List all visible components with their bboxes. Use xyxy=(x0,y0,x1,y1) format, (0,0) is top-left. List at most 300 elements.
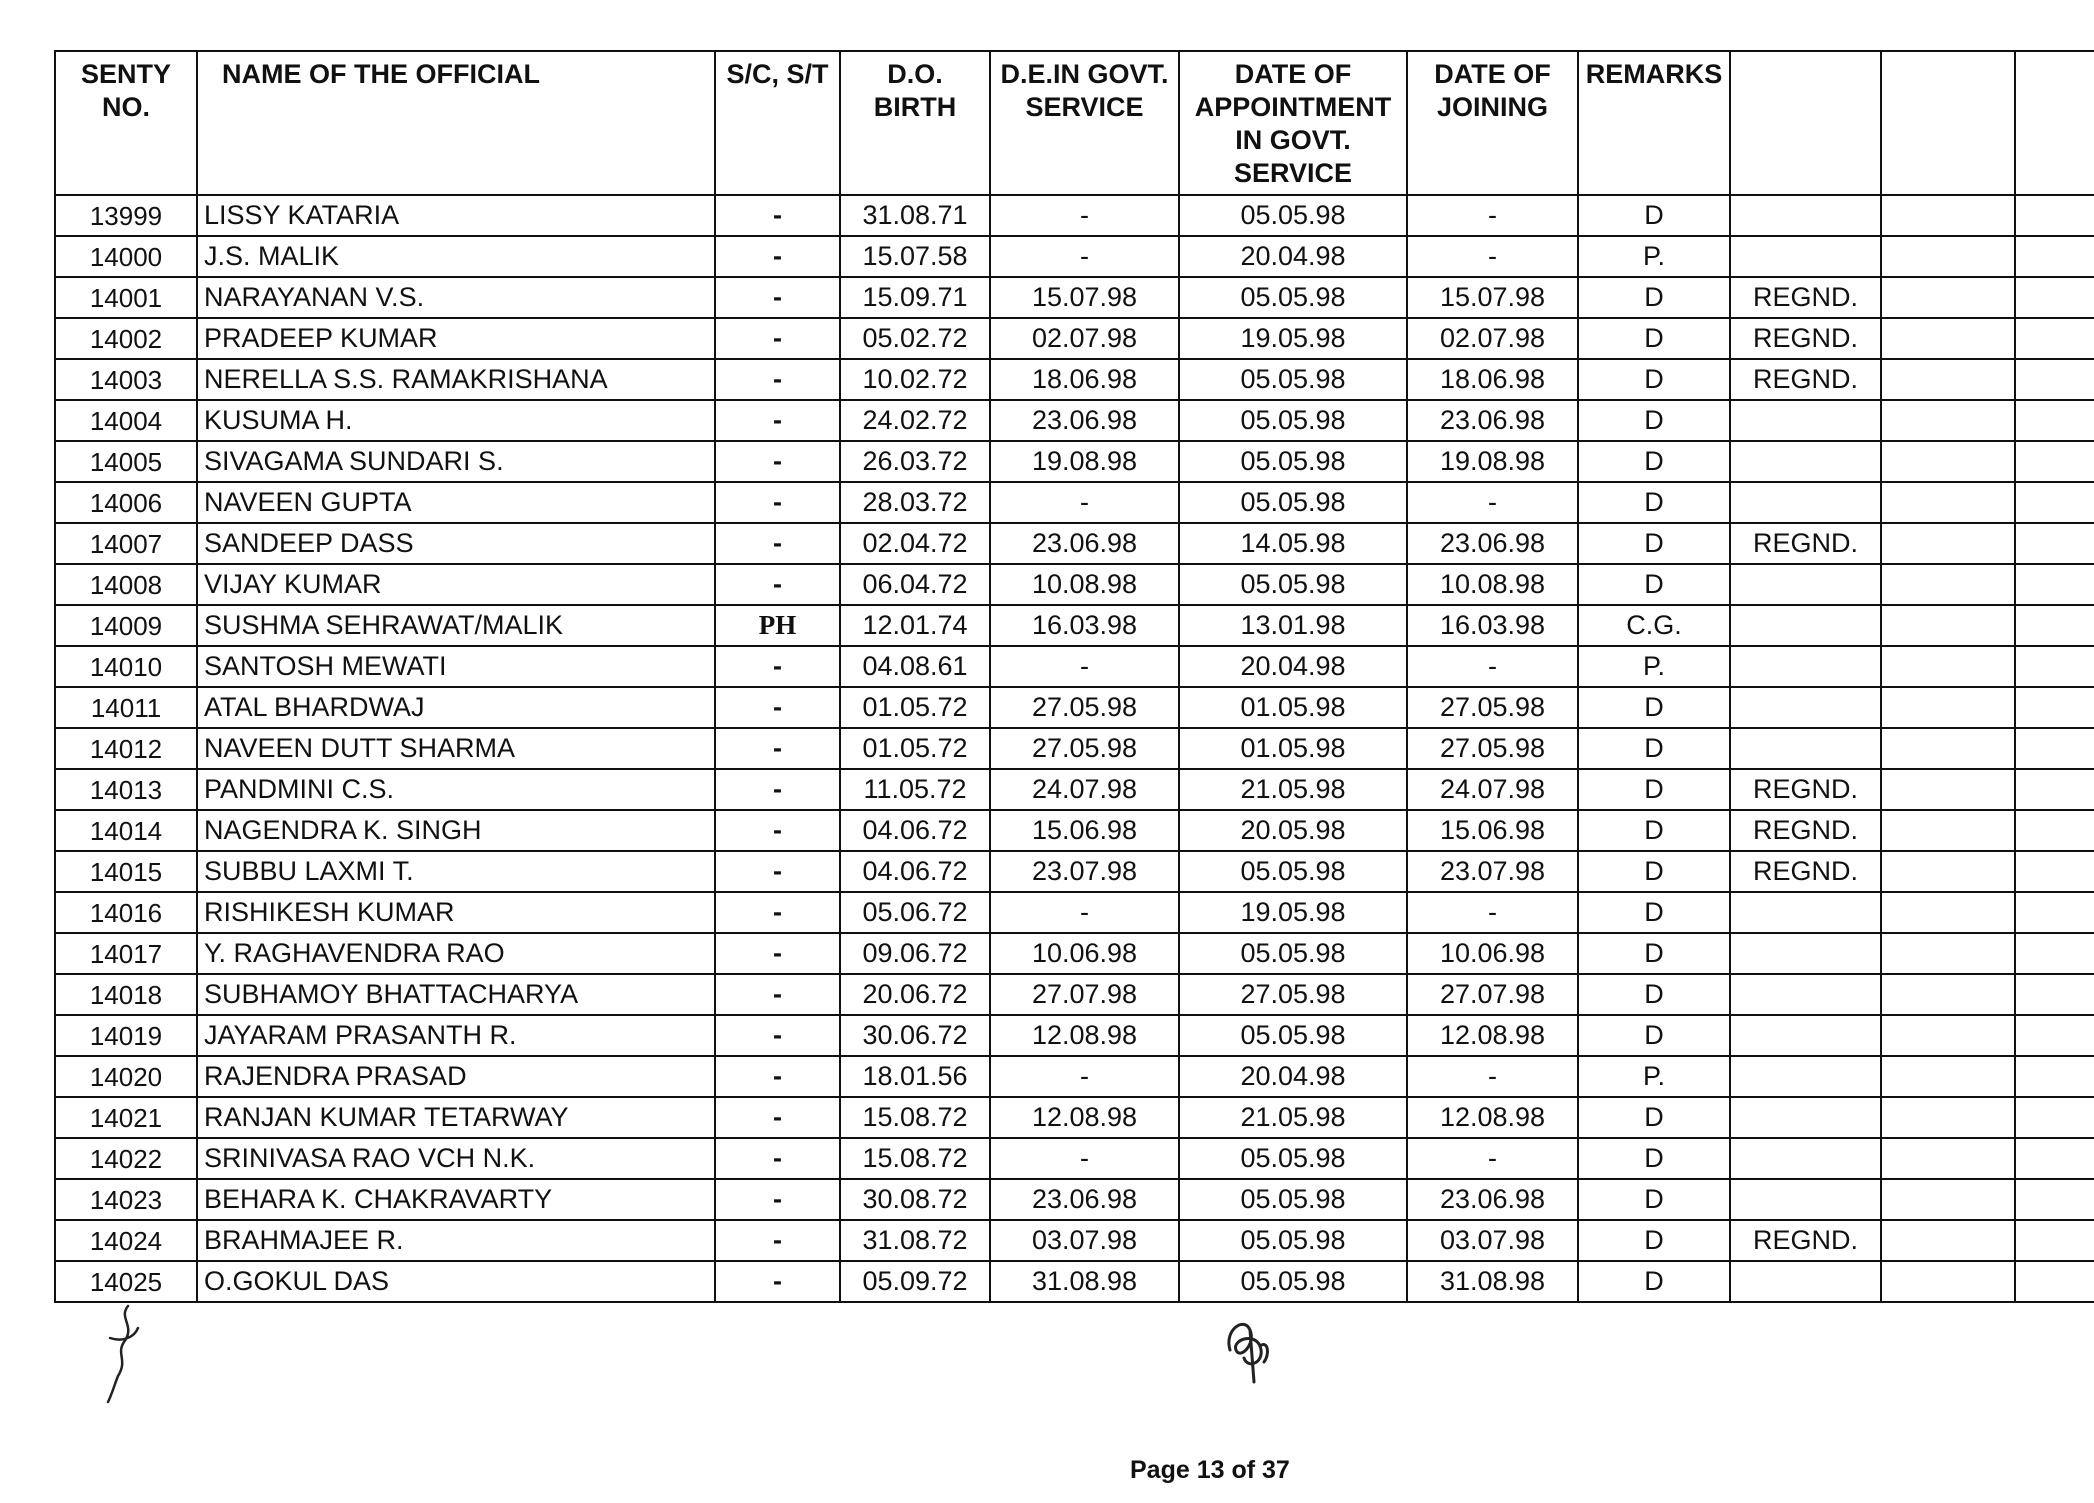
de-govt-service-cell: 27.07.98 xyxy=(990,974,1179,1015)
dob-cell: 05.09.72 xyxy=(840,1261,990,1302)
name-cell: SANDEEP DASS xyxy=(197,523,715,564)
appointment-date-cell: 05.05.98 xyxy=(1179,1261,1407,1302)
remarks-cell: D xyxy=(1578,1220,1730,1261)
de-govt-service-cell: 02.07.98 xyxy=(990,318,1179,359)
col-header-senty-no: SENTY NO. xyxy=(55,51,197,195)
table-row xyxy=(55,1220,2094,1261)
remarks-cell: D xyxy=(1578,974,1730,1015)
table-row xyxy=(55,1015,2094,1056)
empty-cell xyxy=(2015,359,2094,400)
senty-no-cell: 14011 xyxy=(55,687,197,728)
empty-cell xyxy=(2015,441,2094,482)
dob-cell: 12.01.74 xyxy=(840,605,990,646)
remarks-cell: D xyxy=(1578,482,1730,523)
dob-cell: 28.03.72 xyxy=(840,482,990,523)
empty-cell xyxy=(2015,564,2094,605)
note-cell: REGND. xyxy=(1730,359,1881,400)
table-row xyxy=(55,933,2094,974)
table-row xyxy=(55,810,2094,851)
category-cell: - xyxy=(715,810,840,851)
joining-date-cell: 27.05.98 xyxy=(1407,687,1578,728)
note-cell xyxy=(1730,195,1881,236)
appointment-date-cell: 20.05.98 xyxy=(1179,810,1407,851)
category-cell: - xyxy=(715,1015,840,1056)
note-cell: REGND. xyxy=(1730,523,1881,564)
table-row xyxy=(55,277,2094,318)
senty-no-cell: 14009 xyxy=(55,605,197,646)
empty-cell xyxy=(1881,974,2015,1015)
category-cell: PH xyxy=(715,605,840,646)
de-govt-service-cell: 16.03.98 xyxy=(990,605,1179,646)
empty-cell xyxy=(2015,523,2094,564)
de-govt-service-cell: 10.06.98 xyxy=(990,933,1179,974)
remarks-cell: C.G. xyxy=(1578,605,1730,646)
remarks-cell: P. xyxy=(1578,646,1730,687)
de-govt-service-cell: - xyxy=(990,892,1179,933)
table-row xyxy=(55,687,2094,728)
appointment-date-cell: 14.05.98 xyxy=(1179,523,1407,564)
table-row xyxy=(55,441,2094,482)
joining-date-cell: 16.03.98 xyxy=(1407,605,1578,646)
joining-date-cell: 03.07.98 xyxy=(1407,1220,1578,1261)
joining-date-cell: - xyxy=(1407,195,1578,236)
note-cell xyxy=(1730,974,1881,1015)
remarks-cell: D xyxy=(1578,564,1730,605)
joining-date-cell: - xyxy=(1407,646,1578,687)
senty-no-cell: 14025 xyxy=(55,1261,197,1302)
joining-date-cell: 10.08.98 xyxy=(1407,564,1578,605)
remarks-cell: D xyxy=(1578,1015,1730,1056)
table-header xyxy=(55,51,2094,195)
appointment-date-cell: 27.05.98 xyxy=(1179,974,1407,1015)
dob-cell: 24.02.72 xyxy=(840,400,990,441)
name-cell: NAGENDRA K. SINGH xyxy=(197,810,715,851)
name-cell: O.GOKUL DAS xyxy=(197,1261,715,1302)
senty-no-cell: 14017 xyxy=(55,933,197,974)
empty-cell xyxy=(1881,1015,2015,1056)
senty-no-cell: 14022 xyxy=(55,1138,197,1179)
de-govt-service-cell: 23.07.98 xyxy=(990,851,1179,892)
category-cell: - xyxy=(715,933,840,974)
appointment-date-cell: 20.04.98 xyxy=(1179,1056,1407,1097)
table-row xyxy=(55,728,2094,769)
seniority-table xyxy=(54,50,2094,1303)
empty-cell xyxy=(2015,1056,2094,1097)
col-header-de-govt-service: D.E.IN GOVT. SERVICE xyxy=(990,51,1179,195)
table-row xyxy=(55,1138,2094,1179)
appointment-date-cell: 05.05.98 xyxy=(1179,441,1407,482)
category-cell: - xyxy=(715,892,840,933)
category-cell: - xyxy=(715,1220,840,1261)
category-cell: - xyxy=(715,1261,840,1302)
de-govt-service-cell: 12.08.98 xyxy=(990,1015,1179,1056)
category-cell: - xyxy=(715,359,840,400)
empty-cell xyxy=(2015,277,2094,318)
table-row xyxy=(55,1261,2094,1302)
empty-cell xyxy=(2015,1179,2094,1220)
category-cell: - xyxy=(715,1097,840,1138)
remarks-cell: D xyxy=(1578,1138,1730,1179)
category-cell: - xyxy=(715,974,840,1015)
note-cell: REGND. xyxy=(1730,1220,1881,1261)
category-cell: - xyxy=(715,1179,840,1220)
note-cell xyxy=(1730,933,1881,974)
name-cell: LISSY KATARIA xyxy=(197,195,715,236)
remarks-cell: D xyxy=(1578,195,1730,236)
appointment-date-cell: 05.05.98 xyxy=(1179,400,1407,441)
note-cell xyxy=(1730,1015,1881,1056)
joining-date-cell: 31.08.98 xyxy=(1407,1261,1578,1302)
appointment-date-cell: 05.05.98 xyxy=(1179,277,1407,318)
table-row xyxy=(55,1056,2094,1097)
empty-cell xyxy=(2015,318,2094,359)
empty-cell xyxy=(1881,359,2015,400)
category-cell: - xyxy=(715,318,840,359)
empty-cell xyxy=(1881,728,2015,769)
senty-no-cell: 14024 xyxy=(55,1220,197,1261)
remarks-cell: D xyxy=(1578,318,1730,359)
name-cell: ATAL BHARDWAJ xyxy=(197,687,715,728)
table-row xyxy=(55,1097,2094,1138)
empty-cell xyxy=(2015,810,2094,851)
joining-date-cell: 27.07.98 xyxy=(1407,974,1578,1015)
dob-cell: 15.08.72 xyxy=(840,1138,990,1179)
table-row xyxy=(55,482,2094,523)
appointment-date-cell: 05.05.98 xyxy=(1179,1220,1407,1261)
name-cell: NERELLA S.S. RAMAKRISHANA xyxy=(197,359,715,400)
remarks-cell: D xyxy=(1578,851,1730,892)
remarks-cell: D xyxy=(1578,687,1730,728)
name-cell: JAYARAM PRASANTH R. xyxy=(197,1015,715,1056)
de-govt-service-cell: 15.06.98 xyxy=(990,810,1179,851)
empty-cell xyxy=(2015,1097,2094,1138)
signature-mark-center xyxy=(1210,1310,1280,1390)
de-govt-service-cell: 27.05.98 xyxy=(990,728,1179,769)
appointment-date-cell: 01.05.98 xyxy=(1179,728,1407,769)
table-row xyxy=(55,236,2094,277)
joining-date-cell: 19.08.98 xyxy=(1407,441,1578,482)
table-row xyxy=(55,359,2094,400)
dob-cell: 05.02.72 xyxy=(840,318,990,359)
senty-no-cell: 14003 xyxy=(55,359,197,400)
appointment-date-cell: 05.05.98 xyxy=(1179,195,1407,236)
de-govt-service-cell: - xyxy=(990,482,1179,523)
name-cell: NAVEEN GUPTA xyxy=(197,482,715,523)
dob-cell: 01.05.72 xyxy=(840,728,990,769)
remarks-cell: D xyxy=(1578,523,1730,564)
name-cell: SUBBU LAXMI T. xyxy=(197,851,715,892)
col-header-appointment: DATE OF APPOINTMENT IN GOVT. SERVICE xyxy=(1179,51,1407,195)
note-cell xyxy=(1730,646,1881,687)
dob-cell: 18.01.56 xyxy=(840,1056,990,1097)
empty-cell xyxy=(1881,687,2015,728)
senty-no-cell: 14013 xyxy=(55,769,197,810)
joining-date-cell: 23.06.98 xyxy=(1407,523,1578,564)
remarks-cell: D xyxy=(1578,892,1730,933)
dob-cell: 15.07.58 xyxy=(840,236,990,277)
empty-cell xyxy=(1881,523,2015,564)
signature-mark-left xyxy=(88,1298,158,1408)
name-cell: SUSHMA SEHRAWAT/MALIK xyxy=(197,605,715,646)
dob-cell: 15.09.71 xyxy=(840,277,990,318)
table-row xyxy=(55,564,2094,605)
appointment-date-cell: 05.05.98 xyxy=(1179,564,1407,605)
de-govt-service-cell: 18.06.98 xyxy=(990,359,1179,400)
name-cell: VIJAY KUMAR xyxy=(197,564,715,605)
table-row xyxy=(55,974,2094,1015)
appointment-date-cell: 19.05.98 xyxy=(1179,892,1407,933)
joining-date-cell: 24.07.98 xyxy=(1407,769,1578,810)
dob-cell: 06.04.72 xyxy=(840,564,990,605)
senty-no-cell: 14006 xyxy=(55,482,197,523)
dob-cell: 11.05.72 xyxy=(840,769,990,810)
joining-date-cell: - xyxy=(1407,1138,1578,1179)
empty-cell xyxy=(2015,1220,2094,1261)
empty-cell xyxy=(2015,646,2094,687)
appointment-date-cell: 05.05.98 xyxy=(1179,1179,1407,1220)
table-row xyxy=(55,605,2094,646)
dob-cell: 05.06.72 xyxy=(840,892,990,933)
empty-cell xyxy=(2015,195,2094,236)
joining-date-cell: 23.06.98 xyxy=(1407,1179,1578,1220)
category-cell: - xyxy=(715,400,840,441)
senty-no-cell: 14007 xyxy=(55,523,197,564)
empty-cell xyxy=(2015,400,2094,441)
empty-cell xyxy=(1881,646,2015,687)
table-row xyxy=(55,318,2094,359)
empty-cell xyxy=(2015,482,2094,523)
joining-date-cell: 02.07.98 xyxy=(1407,318,1578,359)
appointment-date-cell: 19.05.98 xyxy=(1179,318,1407,359)
name-cell: PANDMINI C.S. xyxy=(197,769,715,810)
col-header-blank-2 xyxy=(1881,51,2015,195)
name-cell: SIVAGAMA SUNDARI S. xyxy=(197,441,715,482)
table-row xyxy=(55,195,2094,236)
de-govt-service-cell: 03.07.98 xyxy=(990,1220,1179,1261)
joining-date-cell: - xyxy=(1407,892,1578,933)
name-cell: BEHARA K. CHAKRAVARTY xyxy=(197,1179,715,1220)
note-cell xyxy=(1730,605,1881,646)
appointment-date-cell: 05.05.98 xyxy=(1179,1015,1407,1056)
note-cell xyxy=(1730,892,1881,933)
empty-cell xyxy=(1881,810,2015,851)
category-cell: - xyxy=(715,523,840,564)
empty-cell xyxy=(1881,564,2015,605)
de-govt-service-cell: - xyxy=(990,195,1179,236)
senty-no-cell: 14012 xyxy=(55,728,197,769)
empty-cell xyxy=(1881,769,2015,810)
de-govt-service-cell: 19.08.98 xyxy=(990,441,1179,482)
empty-cell xyxy=(2015,1015,2094,1056)
senty-no-cell: 14000 xyxy=(55,236,197,277)
name-cell: RANJAN KUMAR TETARWAY xyxy=(197,1097,715,1138)
name-cell: NAVEEN DUTT SHARMA xyxy=(197,728,715,769)
senty-no-cell: 14005 xyxy=(55,441,197,482)
senty-no-cell: 14020 xyxy=(55,1056,197,1097)
joining-date-cell: - xyxy=(1407,482,1578,523)
de-govt-service-cell: - xyxy=(990,236,1179,277)
appointment-date-cell: 05.05.98 xyxy=(1179,851,1407,892)
remarks-cell: D xyxy=(1578,400,1730,441)
empty-cell xyxy=(2015,1138,2094,1179)
de-govt-service-cell: 23.06.98 xyxy=(990,1179,1179,1220)
note-cell xyxy=(1730,1097,1881,1138)
dob-cell: 31.08.71 xyxy=(840,195,990,236)
remarks-cell: D xyxy=(1578,769,1730,810)
de-govt-service-cell: 10.08.98 xyxy=(990,564,1179,605)
name-cell: BRAHMAJEE R. xyxy=(197,1220,715,1261)
appointment-date-cell: 20.04.98 xyxy=(1179,646,1407,687)
remarks-cell: D xyxy=(1578,810,1730,851)
empty-cell xyxy=(1881,318,2015,359)
de-govt-service-cell: 12.08.98 xyxy=(990,1097,1179,1138)
empty-cell xyxy=(1881,605,2015,646)
category-cell: - xyxy=(715,236,840,277)
senty-no-cell: 14004 xyxy=(55,400,197,441)
name-cell: KUSUMA H. xyxy=(197,400,715,441)
category-cell: - xyxy=(715,1056,840,1097)
empty-cell xyxy=(1881,851,2015,892)
category-cell: - xyxy=(715,195,840,236)
appointment-date-cell: 01.05.98 xyxy=(1179,687,1407,728)
table-row xyxy=(55,1179,2094,1220)
category-cell: - xyxy=(715,769,840,810)
joining-date-cell: 12.08.98 xyxy=(1407,1015,1578,1056)
note-cell xyxy=(1730,1179,1881,1220)
dob-cell: 31.08.72 xyxy=(840,1220,990,1261)
joining-date-cell: 15.07.98 xyxy=(1407,277,1578,318)
col-header-dob: D.O. BIRTH xyxy=(840,51,990,195)
col-header-category: S/C, S/T xyxy=(715,51,840,195)
note-cell: REGND. xyxy=(1730,277,1881,318)
col-header-name: NAME OF THE OFFICIAL xyxy=(197,51,715,195)
empty-cell xyxy=(1881,1138,2015,1179)
empty-cell xyxy=(2015,851,2094,892)
joining-date-cell: 23.07.98 xyxy=(1407,851,1578,892)
category-cell: - xyxy=(715,1138,840,1179)
appointment-date-cell: 05.05.98 xyxy=(1179,1138,1407,1179)
note-cell: REGND. xyxy=(1730,318,1881,359)
senty-no-cell: 14002 xyxy=(55,318,197,359)
table-row xyxy=(55,851,2094,892)
dob-cell: 02.04.72 xyxy=(840,523,990,564)
joining-date-cell: 15.06.98 xyxy=(1407,810,1578,851)
table-row xyxy=(55,769,2094,810)
table-row xyxy=(55,892,2094,933)
empty-cell xyxy=(2015,728,2094,769)
empty-cell xyxy=(2015,892,2094,933)
dob-cell: 20.06.72 xyxy=(840,974,990,1015)
note-cell xyxy=(1730,1056,1881,1097)
note-cell xyxy=(1730,400,1881,441)
empty-cell xyxy=(1881,400,2015,441)
senty-no-cell: 14010 xyxy=(55,646,197,687)
table-row xyxy=(55,646,2094,687)
category-cell: - xyxy=(715,441,840,482)
category-cell: - xyxy=(715,646,840,687)
joining-date-cell: 27.05.98 xyxy=(1407,728,1578,769)
category-cell: - xyxy=(715,687,840,728)
dob-cell: 30.06.72 xyxy=(840,1015,990,1056)
remarks-cell: D xyxy=(1578,359,1730,400)
note-cell xyxy=(1730,1261,1881,1302)
note-cell: REGND. xyxy=(1730,851,1881,892)
empty-cell xyxy=(2015,605,2094,646)
page-number: Page 13 of 37 xyxy=(1130,1456,1290,1484)
empty-cell xyxy=(1881,1056,2015,1097)
remarks-cell: D xyxy=(1578,728,1730,769)
note-cell: REGND. xyxy=(1730,769,1881,810)
de-govt-service-cell: 23.06.98 xyxy=(990,400,1179,441)
note-cell xyxy=(1730,441,1881,482)
empty-cell xyxy=(1881,1179,2015,1220)
note-cell xyxy=(1730,687,1881,728)
empty-cell xyxy=(2015,974,2094,1015)
col-header-remarks: REMARKS xyxy=(1578,51,1730,195)
remarks-cell: D xyxy=(1578,277,1730,318)
empty-cell xyxy=(2015,687,2094,728)
senty-no-cell: 14008 xyxy=(55,564,197,605)
name-cell: RISHIKESH KUMAR xyxy=(197,892,715,933)
table-row xyxy=(55,400,2094,441)
col-header-joining: DATE OF JOINING xyxy=(1407,51,1578,195)
note-cell xyxy=(1730,482,1881,523)
remarks-cell: P. xyxy=(1578,236,1730,277)
category-cell: - xyxy=(715,728,840,769)
empty-cell xyxy=(1881,1261,2015,1302)
de-govt-service-cell: - xyxy=(990,1138,1179,1179)
appointment-date-cell: 21.05.98 xyxy=(1179,1097,1407,1138)
appointment-date-cell: 05.05.98 xyxy=(1179,482,1407,523)
empty-cell xyxy=(1881,195,2015,236)
dob-cell: 09.06.72 xyxy=(840,933,990,974)
senty-no-cell: 14019 xyxy=(55,1015,197,1056)
senty-no-cell: 14015 xyxy=(55,851,197,892)
dob-cell: 04.08.61 xyxy=(840,646,990,687)
name-cell: RAJENDRA PRASAD xyxy=(197,1056,715,1097)
name-cell: Y. RAGHAVENDRA RAO xyxy=(197,933,715,974)
appointment-date-cell: 05.05.98 xyxy=(1179,933,1407,974)
category-cell: - xyxy=(715,564,840,605)
de-govt-service-cell: - xyxy=(990,1056,1179,1097)
name-cell: J.S. MALIK xyxy=(197,236,715,277)
de-govt-service-cell: 27.05.98 xyxy=(990,687,1179,728)
empty-cell xyxy=(1881,277,2015,318)
senty-no-cell: 14018 xyxy=(55,974,197,1015)
note-cell xyxy=(1730,564,1881,605)
empty-cell xyxy=(2015,769,2094,810)
empty-cell xyxy=(1881,892,2015,933)
joining-date-cell: - xyxy=(1407,1056,1578,1097)
empty-cell xyxy=(1881,441,2015,482)
col-header-blank-1 xyxy=(1730,51,1881,195)
category-cell: - xyxy=(715,482,840,523)
senty-no-cell: 14016 xyxy=(55,892,197,933)
dob-cell: 15.08.72 xyxy=(840,1097,990,1138)
note-cell xyxy=(1730,1138,1881,1179)
category-cell: - xyxy=(715,277,840,318)
dob-cell: 10.02.72 xyxy=(840,359,990,400)
dob-cell: 04.06.72 xyxy=(840,810,990,851)
note-cell xyxy=(1730,236,1881,277)
remarks-cell: D xyxy=(1578,1097,1730,1138)
empty-cell xyxy=(1881,1097,2015,1138)
joining-date-cell: 18.06.98 xyxy=(1407,359,1578,400)
joining-date-cell: 23.06.98 xyxy=(1407,400,1578,441)
senty-no-cell: 14023 xyxy=(55,1179,197,1220)
note-cell: REGND. xyxy=(1730,810,1881,851)
name-cell: SANTOSH MEWATI xyxy=(197,646,715,687)
